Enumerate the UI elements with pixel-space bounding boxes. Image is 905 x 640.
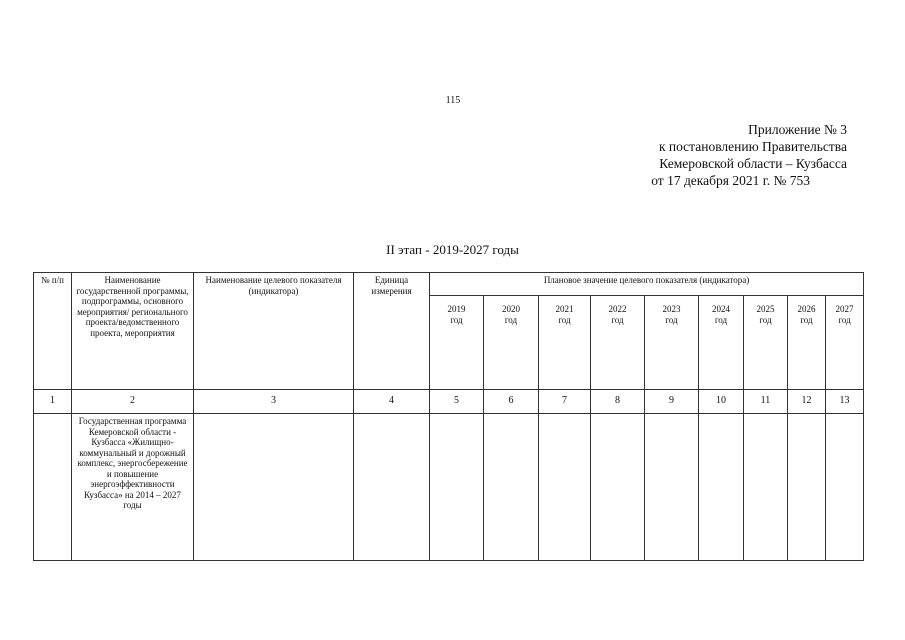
row-value-2026 — [788, 414, 826, 561]
year-unit-label: год — [665, 314, 678, 325]
header-indicator: Наименование целевого показателя (индикатора) — [194, 273, 354, 390]
row-indicator — [194, 414, 354, 561]
header-year-2025 — [744, 296, 788, 390]
header-year-2019 — [430, 296, 484, 390]
appendix-line-4: от 17 декабря 2021 г. № 753 — [651, 173, 810, 188]
year-unit-label: год — [504, 314, 518, 325]
column-number-10: 10 — [699, 390, 744, 414]
header-year-2027 — [826, 296, 864, 390]
column-number-9: 9 — [645, 390, 699, 414]
year-label: 2021 — [555, 304, 574, 314]
column-number-1: 1 — [34, 390, 72, 414]
appendix-line-3: Кемеровской области – Кузбасса — [659, 156, 847, 171]
year-unit-label: год — [759, 314, 772, 325]
column-number-6: 6 — [484, 390, 539, 414]
stage-title: II этап - 2019-2027 годы — [386, 242, 519, 257]
year-label: 2023 — [662, 304, 681, 314]
column-number-8: 8 — [591, 390, 645, 414]
column-number-3: 3 — [194, 390, 354, 414]
row-value-2021 — [539, 414, 591, 561]
page-number: 115 — [445, 95, 461, 106]
column-number-11: 11 — [744, 390, 788, 414]
appendix-line-1: Приложение № 3 — [748, 122, 847, 137]
column-number-7: 7 — [539, 390, 591, 414]
row-unit — [354, 414, 430, 561]
column-number-13: 13 — [826, 390, 864, 414]
table-row — [34, 414, 864, 561]
indicators-table — [33, 272, 864, 561]
year-label: 2019 — [447, 304, 466, 314]
year-label: 2026 — [797, 304, 816, 314]
row-value-2023 — [645, 414, 699, 561]
column-number-row — [34, 390, 864, 414]
header-num: № п/п — [34, 273, 72, 390]
header-year-2023 — [645, 296, 699, 390]
header-row-1 — [34, 273, 864, 296]
year-unit-label: год — [800, 314, 813, 325]
header-year-2026 — [788, 296, 826, 390]
year-unit-label: год — [838, 314, 851, 325]
year-unit-label: год — [611, 314, 624, 325]
row-program-name: Государственная программа Кемеровской области - Кузбасса «Жилищно-коммунальный и дорожный комплекс, энергосбережение и повышение энергоэффективности Кузбасса» на 2014 – 2027 годы — [72, 414, 194, 561]
header-year-2021 — [539, 296, 591, 390]
row-value-2022 — [591, 414, 645, 561]
row-value-2027 — [826, 414, 864, 561]
header-planned-value: Плановое значение целевого показателя (индикатора) — [430, 273, 864, 296]
column-number-4: 4 — [354, 390, 430, 414]
header-year-2020 — [484, 296, 539, 390]
header-year-2024 — [699, 296, 744, 390]
year-unit-label: год — [558, 314, 571, 325]
year-label: 2025 — [756, 304, 775, 314]
row-value-2019 — [430, 414, 484, 561]
year-label: 2022 — [608, 304, 627, 314]
column-number-5: 5 — [430, 390, 484, 414]
year-label: 2024 — [712, 304, 730, 314]
row-num — [34, 414, 72, 561]
row-value-2020 — [484, 414, 539, 561]
appendix-block — [587, 121, 847, 189]
appendix-line-2: к постановлению Правительства — [658, 139, 847, 154]
header-program: Наименование государственной программы, подпрограммы, основного мероприятия/ регионального проекта/ведомственного проекта, мероприятия — [72, 273, 194, 390]
year-unit-label: год — [714, 314, 728, 325]
column-number-12: 12 — [788, 390, 826, 414]
header-unit: Единица измерения — [354, 273, 430, 390]
year-label: 2020 — [502, 304, 520, 314]
row-value-2025 — [744, 414, 788, 561]
column-number-2: 2 — [72, 390, 194, 414]
header-year-2022 — [591, 296, 645, 390]
year-unit-label: год — [450, 314, 463, 325]
year-label: 2027 — [835, 304, 854, 314]
row-value-2024 — [699, 414, 744, 561]
